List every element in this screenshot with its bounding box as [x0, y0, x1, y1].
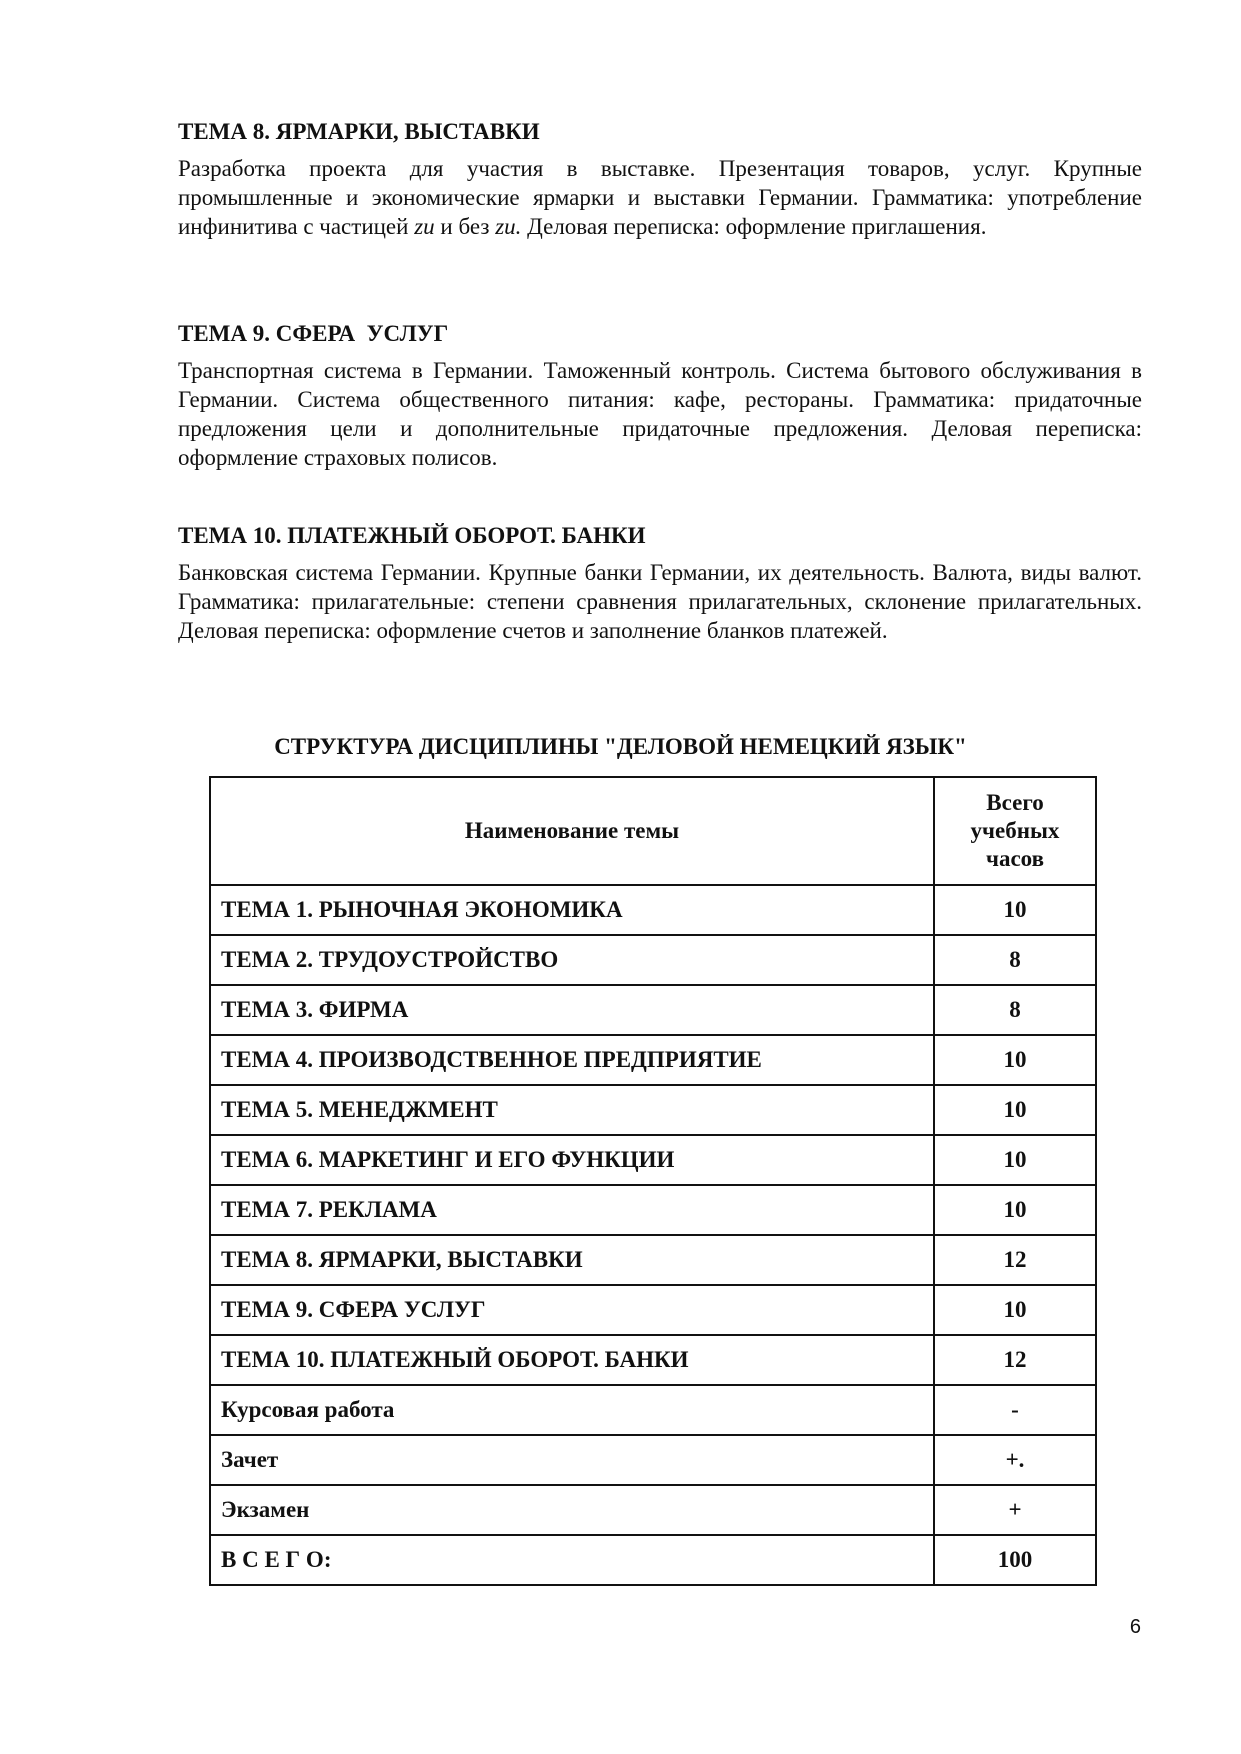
- header-hours-line: часов: [985, 846, 1045, 871]
- row-hours: 10: [934, 1135, 1096, 1185]
- section-text-part: Разработка проекта для участия в выставке. Презентация товаров, услуг. Крупные промышленные и экономические ярмарки и выставки Германии. Грамматика: употребление инфинитива с частицей: [178, 156, 1142, 239]
- table-row: [210, 1485, 1096, 1535]
- section-heading: ТЕМА 9. СФЕРА УСЛУГ: [178, 321, 449, 346]
- table-row: [210, 1335, 1096, 1385]
- row-hours: 12: [934, 1335, 1096, 1385]
- table-header-row: [210, 777, 1096, 885]
- section-text: [178, 154, 1142, 241]
- table-row: [210, 935, 1096, 985]
- section-text-part: и без: [434, 214, 496, 239]
- section-text: Банковская система Германии. Крупные банки Германии, их деятельность. Валюта, виды валют. Грамматика: прилагательные: степени сравнения прилагательных, склонение прилагательных. Деловая переписка: оформление счетов и заполнение бланков платежей.: [178, 560, 1142, 643]
- row-topic: ТЕМА 7. РЕКЛАМА: [210, 1185, 934, 1235]
- row-topic: В С Е Г О:: [210, 1535, 934, 1585]
- row-topic: ТЕМА 3. ФИРМА: [210, 985, 934, 1035]
- italic-term: zu: [414, 214, 435, 239]
- row-hours: 10: [934, 885, 1096, 935]
- row-topic: ТЕМА 1. РЫНОЧНАЯ ЭКОНОМИКА: [210, 885, 934, 935]
- header-topic: Наименование темы: [210, 777, 934, 885]
- table-row: [210, 1135, 1096, 1185]
- header-hours-line: Всего: [986, 790, 1044, 815]
- table-row: [210, 1185, 1096, 1235]
- row-topic: ТЕМА 5. МЕНЕДЖМЕНТ: [210, 1085, 934, 1135]
- table-row: [210, 1035, 1096, 1085]
- row-hours: +: [934, 1485, 1096, 1535]
- row-hours: +.: [934, 1435, 1096, 1485]
- row-topic: ТЕМА 8. ЯРМАРКИ, ВЫСТАВКИ: [210, 1235, 934, 1285]
- row-topic: ТЕМА 10. ПЛАТЕЖНЫЙ ОБОРОТ. БАНКИ: [210, 1335, 934, 1385]
- row-topic: Зачет: [210, 1435, 934, 1485]
- row-hours: 10: [934, 1085, 1096, 1135]
- row-topic: Курсовая работа: [210, 1385, 934, 1435]
- row-hours: 100: [934, 1535, 1096, 1585]
- discipline-structure-table: [209, 776, 1097, 1586]
- row-topic: ТЕМА 9. СФЕРА УСЛУГ: [210, 1285, 934, 1335]
- row-hours: 8: [934, 935, 1096, 985]
- section-topic-10: [178, 522, 1142, 645]
- row-hours: 10: [934, 1285, 1096, 1335]
- row-topic: Экзамен: [210, 1485, 934, 1535]
- page-number: 6: [1129, 1616, 1141, 1638]
- table-row: [210, 1385, 1096, 1435]
- section-heading: ТЕМА 10. ПЛАТЕЖНЫЙ ОБОРОТ. БАНКИ: [178, 523, 646, 548]
- table-row: [210, 1085, 1096, 1135]
- row-topic: ТЕМА 6. МАРКЕТИНГ И ЕГО ФУНКЦИИ: [210, 1135, 934, 1185]
- row-topic: ТЕМА 2. ТРУДОУСТРОЙСТВО: [210, 935, 934, 985]
- table-title: СТРУКТУРА ДИСЦИПЛИНЫ "ДЕЛОВОЙ НЕМЕЦКИЙ ЯЗЫК": [274, 734, 967, 759]
- header-hours-line: учебных: [970, 818, 1060, 843]
- table-row: [210, 1435, 1096, 1485]
- row-hours: 8: [934, 985, 1096, 1035]
- row-hours: 12: [934, 1235, 1096, 1285]
- row-topic: ТЕМА 4. ПРОИЗВОДСТВЕННОЕ ПРЕДПРИЯТИЕ: [210, 1035, 934, 1085]
- section-topic-9: [178, 320, 1142, 472]
- table-row: [210, 885, 1096, 935]
- section-topic-8: [178, 118, 1142, 241]
- italic-term: zu.: [495, 214, 522, 239]
- table-row: [210, 985, 1096, 1035]
- section-text-part: Деловая переписка: оформление приглашения.: [521, 214, 987, 239]
- section-heading: ТЕМА 8. ЯРМАРКИ, ВЫСТАВКИ: [178, 119, 540, 144]
- row-hours: 10: [934, 1035, 1096, 1085]
- row-hours: 10: [934, 1185, 1096, 1235]
- header-hours: [934, 777, 1096, 885]
- row-hours: -: [934, 1385, 1096, 1435]
- table-row: [210, 1235, 1096, 1285]
- table-row: [210, 1285, 1096, 1335]
- table-row-total: [210, 1535, 1096, 1585]
- section-text: Транспортная система в Германии. Таможенный контроль. Система бытового обслуживания в Германии. Система общественного питания: кафе, рестораны. Грамматика: придаточные предложения цели и дополнительные придаточные предложения. Деловая переписка: оформление страховых полисов.: [178, 358, 1142, 470]
